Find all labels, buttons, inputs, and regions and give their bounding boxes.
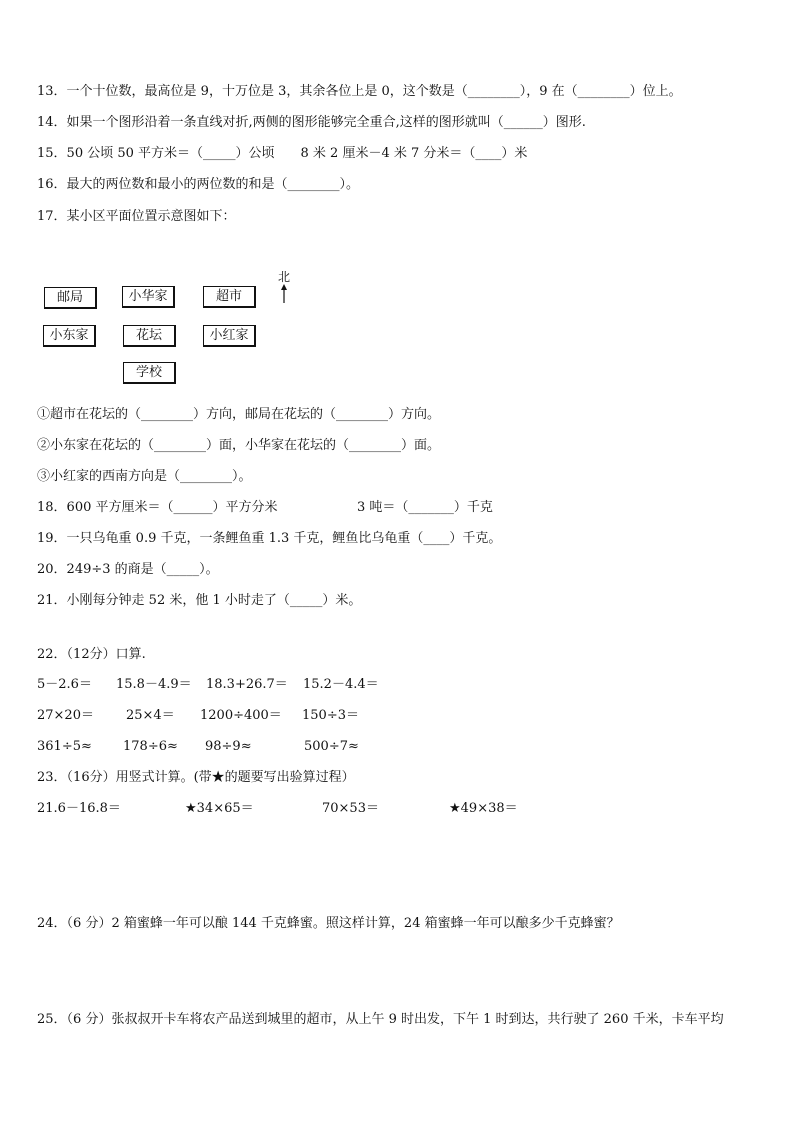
question-13: 13．一个十位数，最高位是 9，十万位是 3，其余各位上是 0，这个数是（________），9 在（________）位上。: [37, 84, 682, 99]
vertical-calc-item: 70×53＝: [322, 801, 379, 816]
question-19: 19．一只乌龟重 0.9 千克，一条鲤鱼重 1.3 千克，鲤鱼比乌龟重（____）千克。: [37, 531, 502, 546]
question-16: 16．最大的两位数和最小的两位数的和是（________）。: [37, 177, 360, 192]
oral-calc-item: 98÷9≈: [205, 739, 252, 754]
oral-calc-item: 27×20＝: [37, 708, 94, 723]
oral-calc-item: 15.2－4.4＝: [303, 677, 379, 692]
question-17-1: ①超市在花坛的（________）方向，邮局在花坛的（________）方向。: [37, 407, 441, 422]
question-25: 25．（6 分）张叔叔开卡车将农产品送到城里的超市，从上午 9 时出发，下午 1 时到达，共行驶了 260 千米，卡车平均: [37, 1012, 724, 1027]
question-20: 20．249÷3 的商是（_____）。: [37, 562, 219, 577]
oral-calc-item: 5－2.6＝: [37, 677, 92, 692]
question-18a: 18．600 平方厘米＝（______）平方分米: [37, 500, 278, 515]
question-21: 21．小刚每分钟走 52 米，他 1 小时走了（_____）米。: [37, 593, 362, 608]
north-label: 北: [277, 270, 290, 284]
question-18b: 3 吨＝（_______）千克: [357, 500, 493, 515]
vertical-calc-item: ★34×65＝: [185, 801, 254, 816]
oral-calc-item: 178÷6≈: [123, 739, 178, 754]
oral-calc-item: 1200÷400＝: [200, 708, 282, 723]
oral-calc-item: 25×4＝: [126, 708, 175, 723]
map-flower-bed: 花坛: [123, 325, 176, 347]
question-14: 14．如果一个图形沿着一条直线对折,两侧的图形能够完全重合,这样的图形就叫（______）图形.: [37, 115, 586, 130]
map-xiaohong-home: 小红家: [203, 325, 256, 347]
question-17-3: ③小红家的西南方向是（________）。: [37, 469, 252, 484]
vertical-calc-item: 21.6－16.8＝: [37, 801, 121, 816]
question-23: 23．（16分）用竖式计算。(带★的题要写出验算过程）: [37, 770, 355, 785]
map-supermarket: 超市: [203, 286, 256, 308]
question-17-2: ②小东家在花坛的（________）面，小华家在花坛的（________）面。: [37, 438, 441, 453]
map-xiaohua-home: 小华家: [122, 286, 175, 308]
map-school: 学校: [123, 362, 176, 384]
oral-calc-item: 150÷3＝: [302, 708, 359, 723]
oral-calc-item: 500÷7≈: [304, 739, 359, 754]
map-xiaodong-home: 小东家: [43, 325, 96, 347]
north-arrow-icon: [276, 284, 292, 304]
oral-calc-item: 361÷5≈: [37, 739, 92, 754]
oral-calc-item: 15.8－4.9＝: [116, 677, 192, 692]
question-22: 22．（12分）口算.: [37, 647, 146, 662]
vertical-calc-item: ★49×38＝: [449, 801, 518, 816]
question-17: 17．某小区平面位置示意图如下：: [37, 209, 236, 224]
question-24: 24．（6 分）2 箱蜜蜂一年可以酿 144 千克蜂蜜。照这样计算，24 箱蜜蜂一年可以酿多少千克蜂蜜？: [37, 916, 620, 931]
map-post-office: 邮局: [44, 287, 97, 309]
question-15: 15．50 公顷 50 平方米＝（_____）公顷 8 米 2 厘米－4 米 7 分米＝（____）米: [37, 146, 528, 161]
oral-calc-item: 18.3+26.7＝: [206, 677, 288, 692]
